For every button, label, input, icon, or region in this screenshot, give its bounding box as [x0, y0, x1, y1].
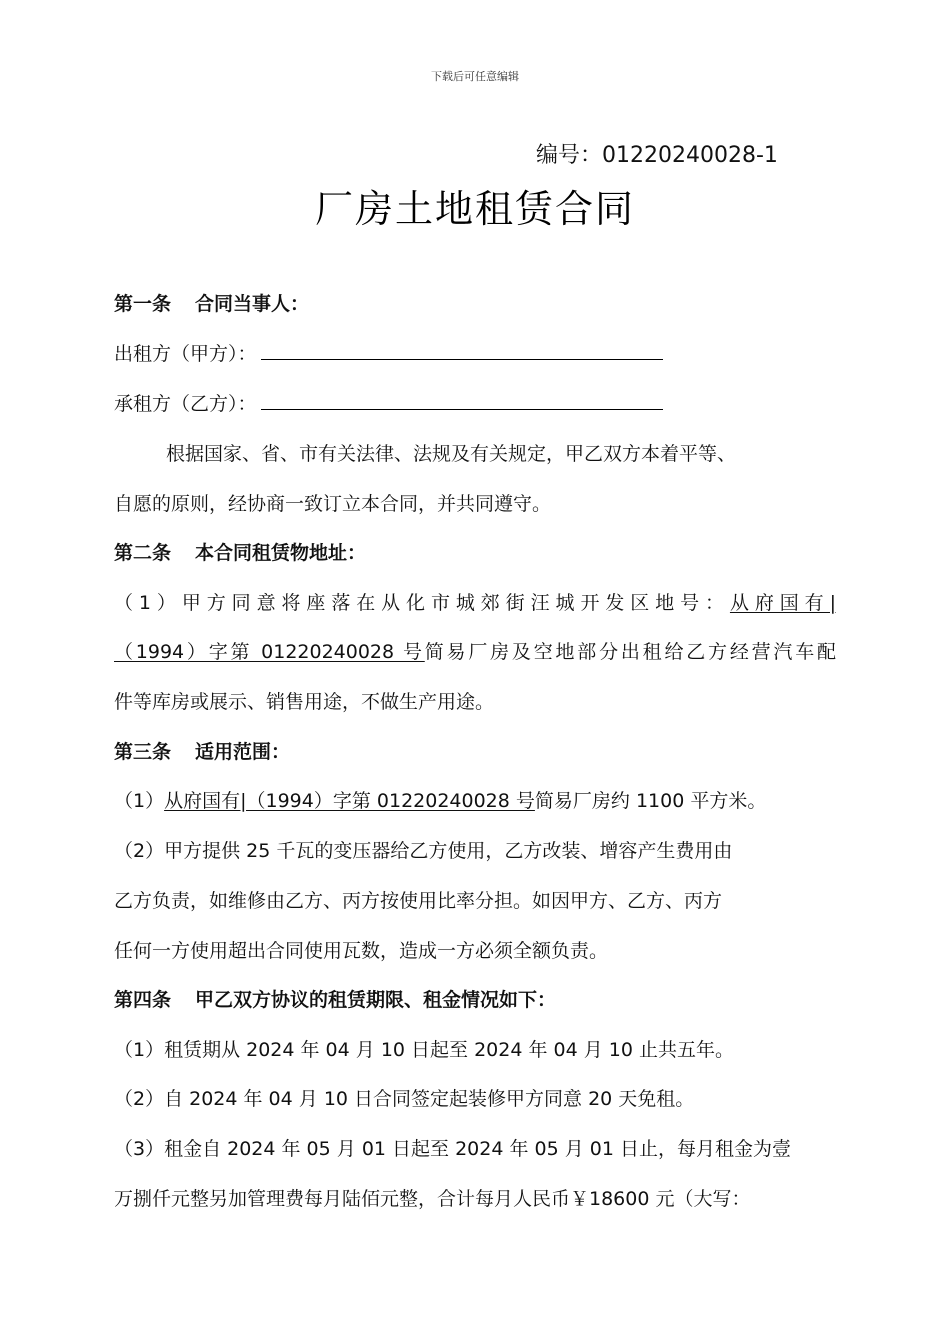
article-3-clause-2-line-1: （2）甲方提供 25 千瓦的变压器给乙方使用，乙方改装、增容产生费用由	[114, 840, 733, 862]
article-2-number: 第二条	[114, 542, 172, 564]
document-number: 编号：01220240028-1	[536, 143, 778, 168]
clause-number: （1）	[114, 790, 165, 812]
article-3-number: 第三条	[114, 741, 172, 763]
article-1-heading	[114, 289, 309, 316]
article-2-title: 本合同租赁物地址：	[195, 542, 367, 564]
article-2-clause-1-line-3: 件等库房或展示、销售用途，不做生产用途。	[114, 691, 495, 713]
article-3-title: 适用范围：	[195, 741, 291, 763]
lessor-label: 出租方（甲方）：	[114, 343, 257, 365]
header-note: 下载后可任意编辑	[431, 70, 519, 83]
article-3-clause-1	[114, 786, 766, 813]
article-4-clause-3-line-2: 万捌仟元整另加管理费每月陆佰元整，合计每月人民币￥18600 元（大写：	[114, 1188, 751, 1210]
article-2-clause-1-line-2	[114, 637, 836, 664]
article-4-clause-2: （2）自 2024 年 04 月 10 日合同签定起装修甲方同意 20 天免租。	[114, 1088, 695, 1110]
lessee-line	[114, 389, 663, 416]
lessor-line	[114, 339, 663, 366]
intro-paragraph-line-2: 自愿的原则，经协商一致订立本合同，并共同遵守。	[114, 493, 552, 515]
article-1-number: 第一条	[114, 293, 172, 315]
land-certificate-ref-cont: （1994）字第 01220240028 号	[114, 641, 425, 663]
land-certificate-ref: 从府国有|	[729, 592, 836, 614]
clause-text: （1）甲方同意将座落在从化市城郊街汪城开发区地号：	[114, 592, 730, 614]
document-title: 厂房土地租赁合同	[314, 187, 635, 231]
article-2-clause-1-line-1	[114, 588, 836, 615]
article-4-clause-3-line-1: （3）租金自 2024 年 05 月 01 日起至 2024 年 05 月 01 日止，每月租金为壹	[114, 1138, 791, 1160]
lessee-blank-field[interactable]	[261, 391, 663, 410]
article-4-heading	[114, 985, 556, 1012]
article-4-clause-1: （1）租赁期从 2024 年 04 月 10 日起至 2024 年 04 月 10 止共五年。	[114, 1039, 734, 1061]
article-3-heading	[114, 737, 290, 764]
article-3-clause-2-line-2: 乙方负责，如维修由乙方、丙方按使用比率分担。如因甲方、乙方、丙方	[114, 890, 723, 912]
article-3-clause-2-line-3: 任何一方使用超出合同使用瓦数，造成一方必须全额负责。	[114, 940, 609, 962]
property-certificate-ref: 从府国有|（1994）字第 01220240028 号	[164, 790, 535, 812]
article-1-title: 合同当事人：	[195, 293, 310, 315]
lessor-blank-field[interactable]	[261, 341, 663, 360]
clause-text: 简易厂房约 1100 平方米。	[534, 790, 767, 812]
article-4-number: 第四条	[114, 989, 172, 1011]
clause-text: 简易厂房及空地部分出租给乙方经营汽车配	[424, 641, 836, 663]
lessee-label: 承租方（乙方）：	[114, 393, 257, 415]
intro-paragraph-line-1: 根据国家、省、市有关法律、法规及有关规定，甲乙双方本着平等、	[166, 443, 737, 465]
article-2-heading	[114, 538, 366, 565]
article-4-title: 甲乙双方协议的租赁期限、租金情况如下：	[195, 989, 557, 1011]
